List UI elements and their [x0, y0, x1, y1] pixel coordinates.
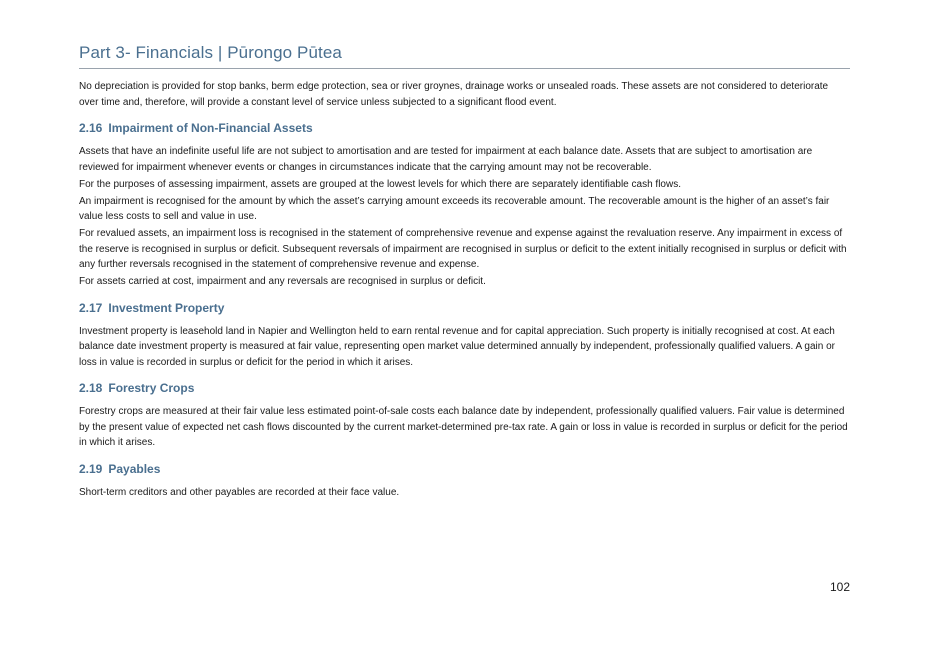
section-heading-2-19: [79, 462, 850, 477]
section-heading-2-18: [79, 381, 850, 396]
section-2-17-paragraph-1: Investment property is leasehold land in Napier and Wellington held to earn rental revenue and for capital appreciation. Such property is initially recognised at cost. At each balance date investment property is measured at fair value, representing open market value determined annually by independent, professionally qualified valuers. A gain or loss in value is recorded in surplus or deficit for the period in which it arises.: [79, 325, 836, 368]
section-2-16-paragraph-5: For assets carried at cost, impairment and any reversals are recognised in surplus or deficit.: [79, 276, 486, 287]
section-2-16-paragraph-1: Assets that have an indefinite useful life are not subject to amortisation and are tested for impairment at each balance date. Assets that are subject to amortisation are reviewed for impairment whenever events or changes in circumstances indicate that the carrying amount may not be recoverable.: [79, 146, 813, 173]
section-heading-2-16: [79, 121, 850, 136]
section-number: 2.17: [79, 300, 103, 315]
page-number: 102: [829, 580, 850, 594]
page-header: [79, 42, 850, 69]
section-title: Payables: [108, 461, 161, 476]
document-page: [79, 0, 850, 656]
section-2-16-paragraph-3: An impairment is recognised for the amount by which the asset’s carrying amount exceeds its recoverable amount. The recoverable amount is the higher of an asset’s fair value less costs to sell and value in use.: [79, 195, 830, 222]
page-title: Part 3- Financials | Pūrongo Pūtea: [79, 43, 342, 62]
section-2-19-paragraph-1: Short-term creditors and other payables are recorded at their face value.: [79, 486, 400, 498]
section-heading-2-17: [79, 301, 850, 316]
section-2-16-paragraph-2: For the purposes of assessing impairment, assets are grouped at the lowest levels for which there are separately identifiable cash flows.: [79, 178, 681, 190]
section-2-18-paragraph-1: Forestry crops are measured at their fair value less estimated point-of-sale costs each balance date by independent, professionally qualified valuers. Fair value is determined by the present value of expected net cash flows discounted by the current market-determined pre-tax rate. A gain or loss in value is recorded in surplus or deficit for the period in which it arises.: [79, 406, 848, 448]
intro-paragraph: No depreciation is provided for stop banks, berm edge protection, sea or river groynes, drainage works or unsealed roads. These assets are not considered to deteriorate over time and, therefore, will provide a constant level of service unless subjected to a significant flood event.: [79, 81, 829, 108]
section-title: Forestry Crops: [108, 381, 195, 395]
section-number: 2.16: [79, 121, 103, 135]
section-number: 2.18: [79, 381, 103, 395]
section-number: 2.19: [79, 461, 103, 476]
document-body: [79, 79, 850, 500]
section-title: Impairment of Non-Financial Assets: [108, 121, 313, 135]
section-2-16-paragraph-4: For revalued assets, an impairment loss is recognised in the statement of comprehensive revenue and expense against the revaluation reserve. Any impairment in excess of the reserve is recognised in surplus or deficit. Subsequent reversals of impairment are recognised in surplus or deficit to the extent initially recognised in surplus or deficit with any further reversals recognised in the statement of comprehensive revenue and expense.: [79, 228, 847, 270]
section-title: Investment Property: [108, 300, 225, 315]
